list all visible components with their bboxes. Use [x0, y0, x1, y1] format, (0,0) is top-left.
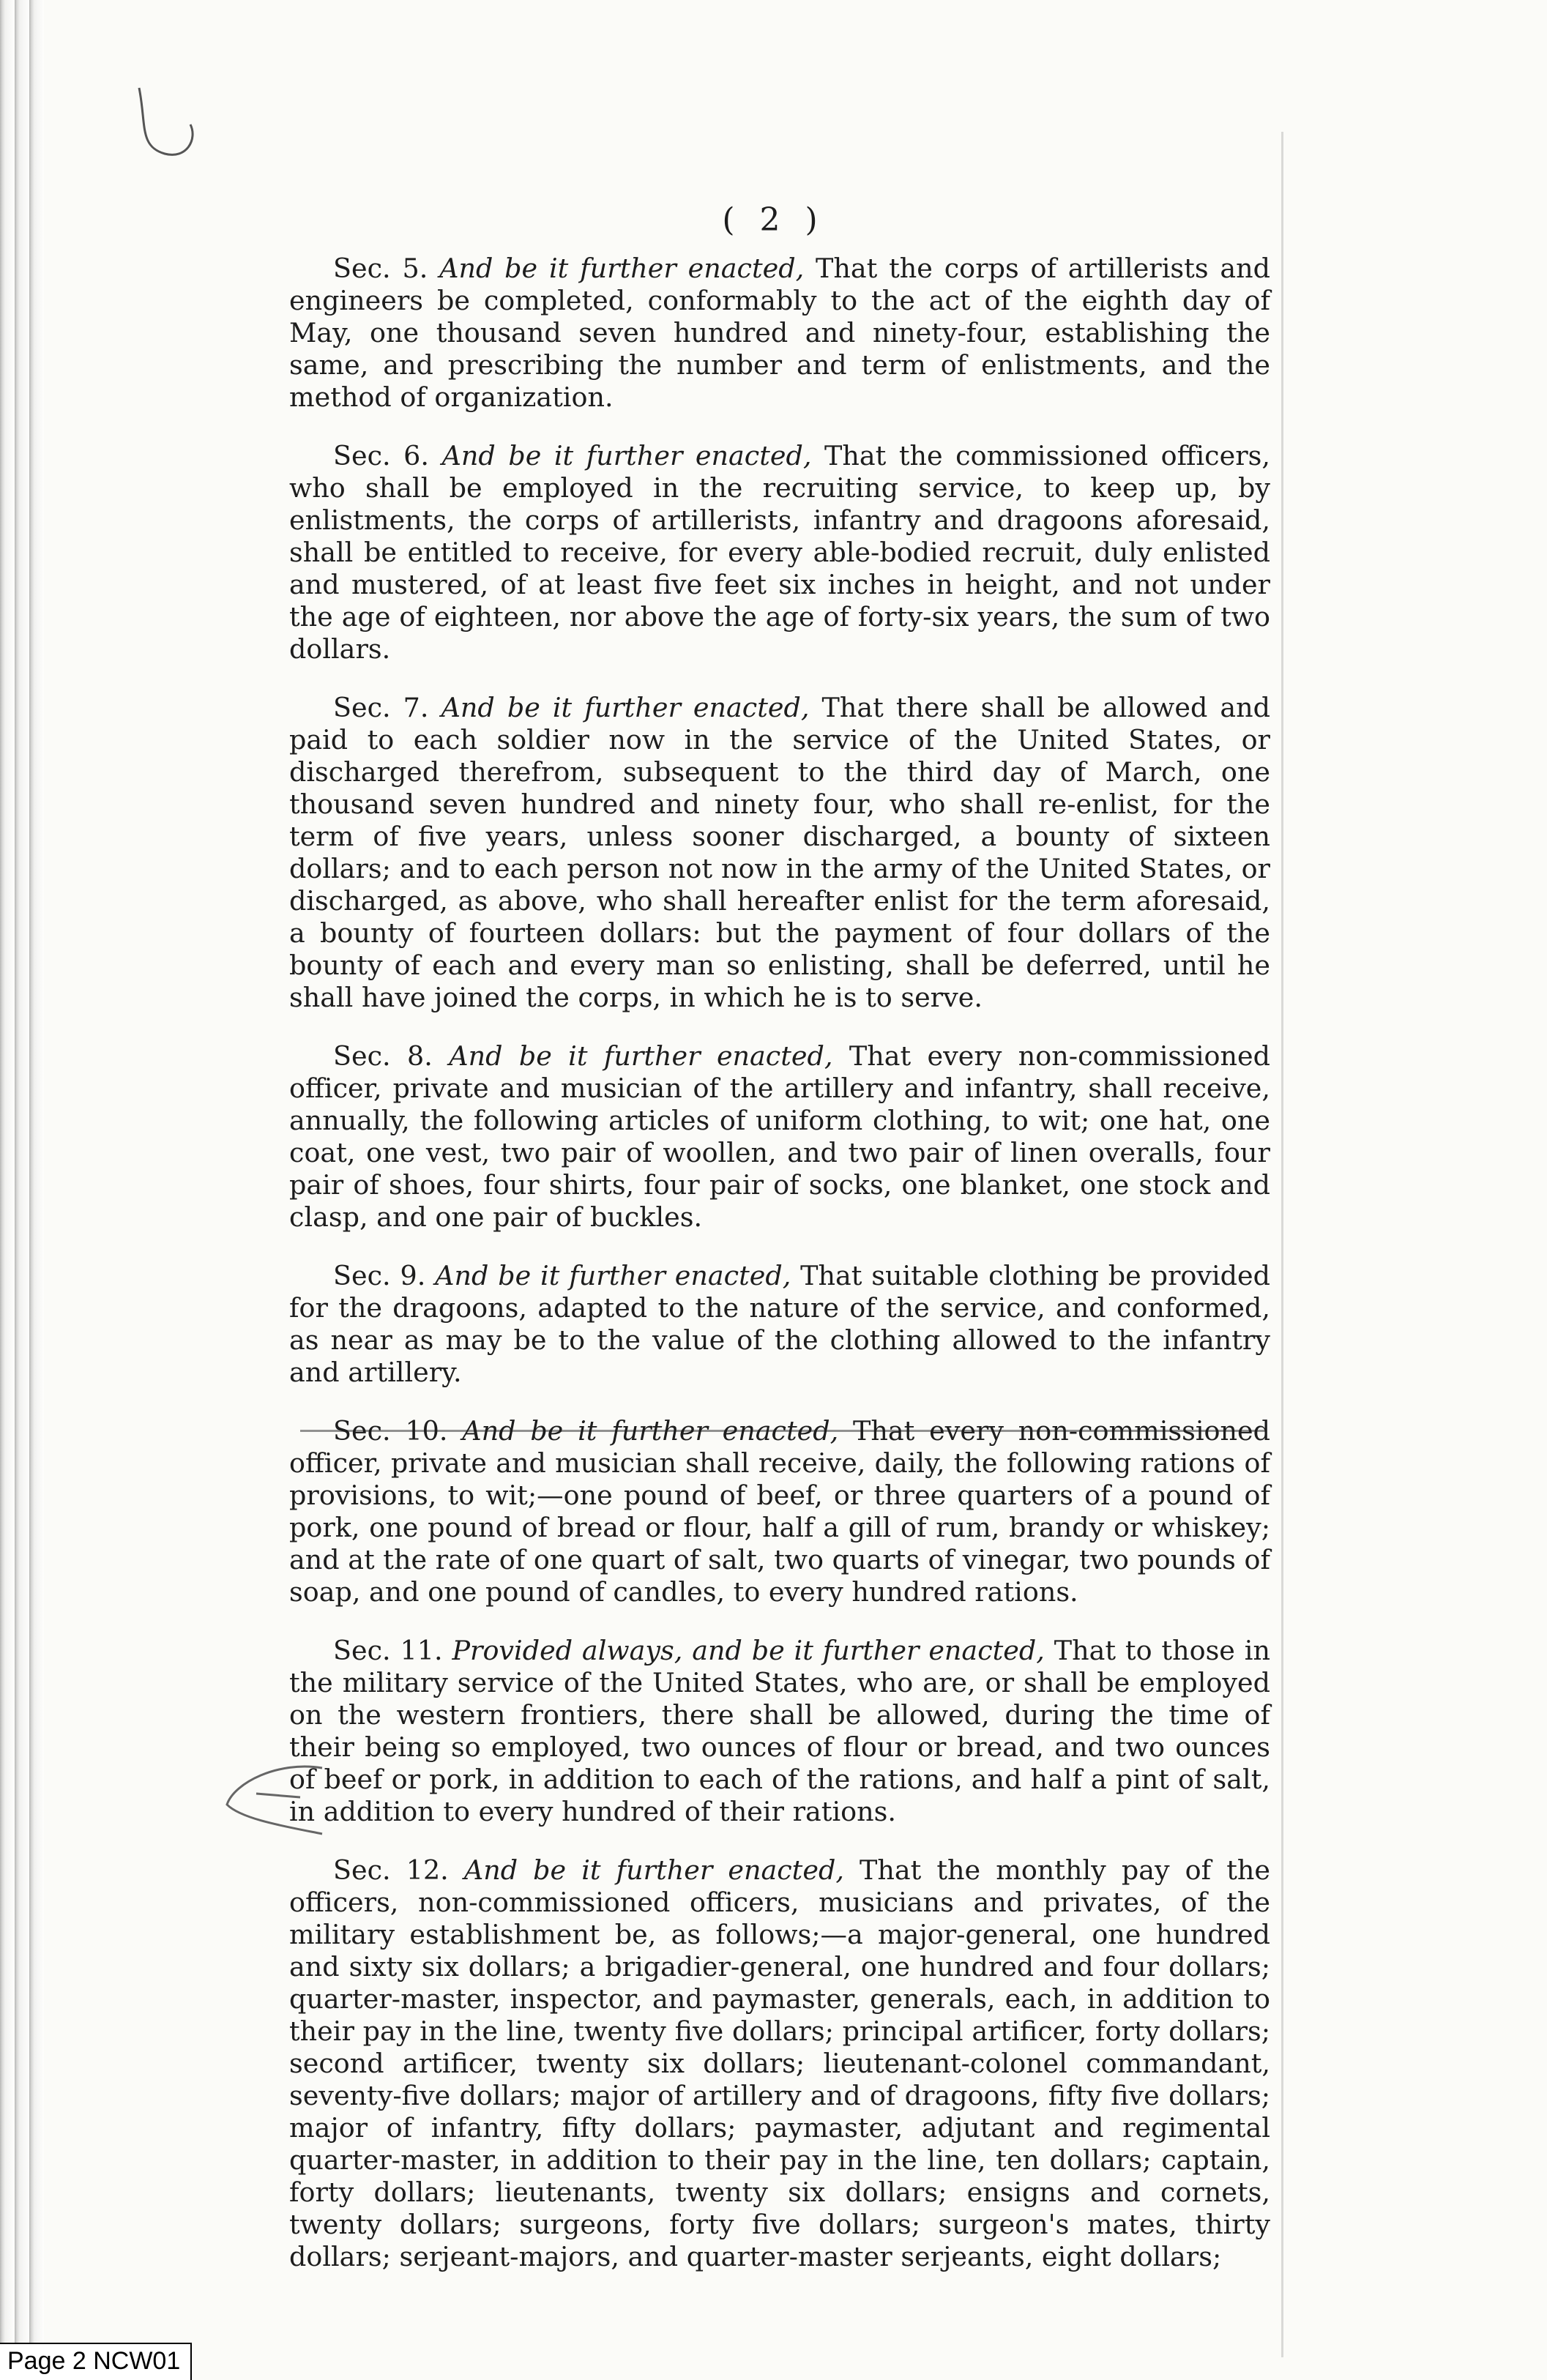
- enacting-clause: And be it further enacted,: [462, 1415, 839, 1447]
- enacting-clause: Provided always, and be it further enacted,: [452, 1635, 1045, 1666]
- page-crease: [1281, 132, 1283, 2357]
- enacting-clause: And be it further enacted,: [439, 253, 805, 284]
- section-9: [289, 1260, 1270, 1389]
- section-number: Sec. 11.: [333, 1635, 443, 1666]
- section-number: Sec. 7.: [333, 692, 429, 723]
- section-text: That the monthly pay of the officers, non-commissioned officers, musicians and privates, of the military establishment be, as follows;—a major-general, one hundred and sixty six dollars; a brigadier-general, one hundred and four dollars; quarter-master, inspector, and paymaster, generals, each, in addition to their pay in the line, twenty five dollars; principal artificer, forty dollars; second artificer, twenty six dollars; lieutenant-colonel commandant, seventy-five dollars; major of artillery and of dragoons, fifty five dollars; major of infantry, fifty dollars; paymaster, adjutant and regimental quarter-master, in addition to their pay in the line, ten dollars; captain, forty dollars; lieutenants, twenty six dollars; ensigns and cornets, twenty dollars; surgeons, forty five dollars; surgeon's mates, thirty dollars; serjeant-majors, and quarter-master serjeants, eight dollars;: [289, 1854, 1271, 2272]
- enacting-clause: And be it further enacted,: [441, 692, 810, 723]
- enacting-clause: And be it further enacted,: [435, 1260, 791, 1291]
- section-11: [289, 1635, 1270, 1828]
- enacting-clause: And be it further enacted,: [463, 1854, 844, 1886]
- section-number: Sec. 8.: [333, 1040, 433, 1072]
- section-text: That the corps of artillerists and engineers be completed, conformably to the act of the eighth day of May, one thousand seven hundred and ninety-four, establishing the same, and prescribing the number and term of enlistments, and the method of organization.: [289, 253, 1271, 413]
- section-8: [289, 1040, 1270, 1234]
- section-12: [289, 1854, 1270, 2273]
- scan-edge-artifact: [0, 0, 44, 2380]
- section-text: That there shall be allowed and paid to each soldier now in the service of the United States, or discharged therefrom, subsequent to the third day of March, one thousand seven hundred and ninety four, who shall re-enlist, for the term of five years, unless sooner discharged, a bounty of sixteen dollars; and to each person not now in the army of the United States, or discharged, as above, who shall hereafter enlist for the term aforesaid, a bounty of fourteen dollars: but the payment of four dollars of the bounty of each and every man so enlisting, shall be deferred, until he shall have joined the corps, in which he is to serve.: [289, 692, 1271, 1013]
- section-text: That the commissioned officers, who shall be employed in the recruiting service, to keep up, by enlistments, the corps of artillerists, infantry and dragoons aforesaid, shall be entitled to receive, for every able-bodied recruit, duly enlisted and mustered, of at least five feet six inches in height, and not under the age of eighteen, nor above the age of forty-six years, the sum of two dollars.: [289, 440, 1270, 665]
- section-6: [289, 440, 1270, 665]
- section-number: Sec. 6.: [333, 440, 430, 471]
- section-text: That suitable clothing be provided for the dragoons, adapted to the nature of the service, and conformed, as near as may be to the value of the clothing allowed to the infantry and artillery.: [289, 1260, 1270, 1388]
- section-number: Sec. 5.: [333, 253, 428, 284]
- section-7: [289, 692, 1270, 1014]
- pen-mark-icon: [124, 81, 212, 168]
- page-number: ( 2 ): [722, 201, 825, 239]
- page-label: Page 2 NCW01: [0, 2343, 192, 2380]
- section-number: Sec. 9.: [333, 1260, 426, 1291]
- enacting-clause: And be it further enacted,: [449, 1040, 833, 1072]
- enacting-clause: And be it further enacted,: [441, 440, 812, 471]
- section-text: That every non-commissioned officer, private and musician of the artillery and infantry, shall receive, annually, the following articles of uniform clothing, to wit; one hat, one coat, one vest, two pair of woollen, and two pair of linen overalls, four pair of shoes, four shirts, four pair of socks, one blanket, one stock and clasp, and one pair of buckles.: [289, 1040, 1271, 1233]
- section-5: [289, 253, 1270, 414]
- section-10: [289, 1415, 1270, 1608]
- section-text: That to those in the military service of the United States, who are, or shall be employed on the western frontiers, there shall be allowed, during the time of their being so employed, two ounces of flour or bread, and two ounces of beef or pork, in addition to each of the rations, and half a pint of salt, in addition to every hundred of their rations.: [289, 1635, 1270, 1827]
- section-number: Sec. 10.: [333, 1415, 448, 1447]
- section-text: That every non-commissioned officer, private and musician shall receive, daily, the following rations of provisions, to wit;—one pound of beef, or three quarters of a pound of pork, one pound of bread or flour, half a gill of rum, brandy or whiskey; and at the rate of one quart of salt, two quarts of vinegar, two pounds of soap, and one pound of candles, to every hundred rations.: [289, 1415, 1270, 1608]
- document-body: [289, 253, 1270, 2299]
- section-number: Sec. 12.: [333, 1854, 449, 1886]
